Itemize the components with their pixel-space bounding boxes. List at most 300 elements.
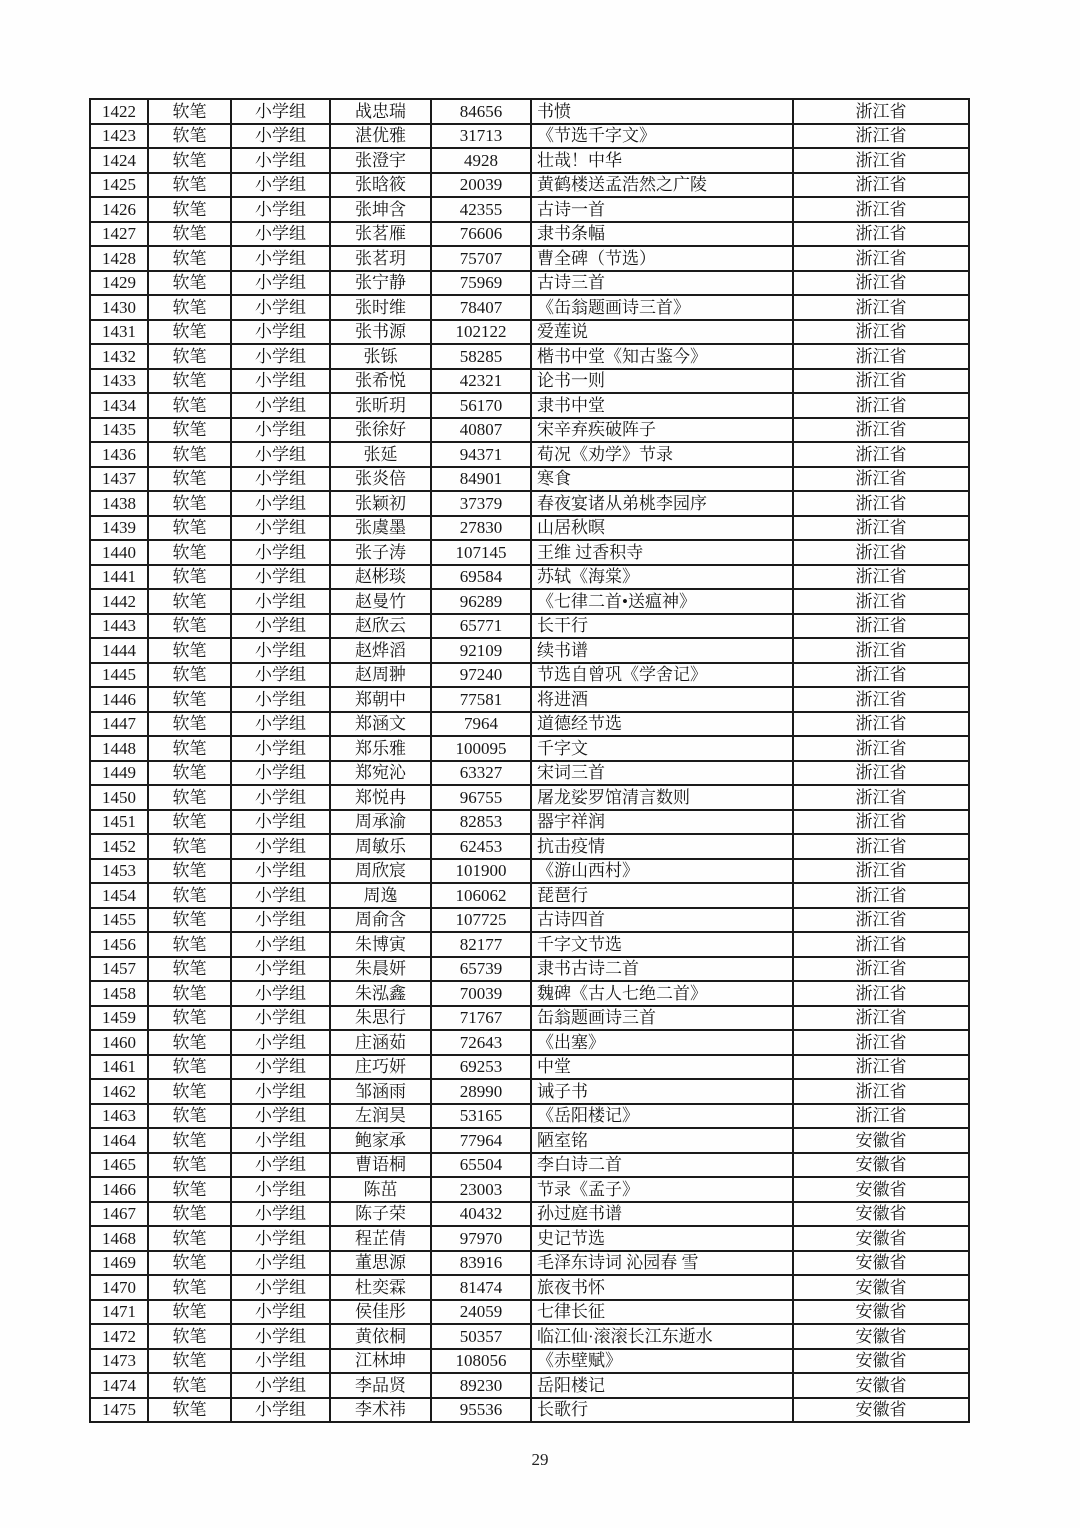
no-cell: 1443 xyxy=(90,614,148,639)
name-cell: 张宁静 xyxy=(330,271,431,296)
no-cell: 1440 xyxy=(90,540,148,565)
work-title-cell: 抗击疫情 xyxy=(531,834,793,859)
work-title-cell: 宋辛弃疾破阵子 xyxy=(531,418,793,443)
group-cell: 小学组 xyxy=(231,1153,330,1178)
table-row xyxy=(90,908,969,933)
province-cell: 浙江省 xyxy=(793,1006,969,1031)
work-title-cell: 节选自曾巩《学舍记》 xyxy=(531,663,793,688)
pen-type-cell: 软笔 xyxy=(148,491,231,516)
work-title-cell: 《出塞》 xyxy=(531,1030,793,1055)
pen-type-cell: 软笔 xyxy=(148,785,231,810)
group-cell: 小学组 xyxy=(231,1177,330,1202)
pen-type-cell: 软笔 xyxy=(148,246,231,271)
name-cell: 张昕玥 xyxy=(330,393,431,418)
no-cell: 1422 xyxy=(90,99,148,124)
table-row xyxy=(90,99,969,124)
work-title-cell: 李白诗二首 xyxy=(531,1153,793,1178)
pen-type-cell: 软笔 xyxy=(148,1324,231,1349)
entry-id-cell: 31713 xyxy=(431,124,531,149)
no-cell: 1469 xyxy=(90,1251,148,1276)
entry-id-cell: 94371 xyxy=(431,442,531,467)
entry-id-cell: 7964 xyxy=(431,712,531,737)
no-cell: 1458 xyxy=(90,981,148,1006)
pen-type-cell: 软笔 xyxy=(148,295,231,320)
entry-id-cell: 27830 xyxy=(431,516,531,541)
pen-type-cell: 软笔 xyxy=(148,393,231,418)
name-cell: 张徐好 xyxy=(330,418,431,443)
work-title-cell: 《岳阳楼记》 xyxy=(531,1104,793,1129)
entry-id-cell: 23003 xyxy=(431,1177,531,1202)
province-cell: 安徽省 xyxy=(793,1177,969,1202)
work-title-cell: 诫子书 xyxy=(531,1079,793,1104)
table-row xyxy=(90,1202,969,1227)
group-cell: 小学组 xyxy=(231,271,330,296)
entry-id-cell: 76606 xyxy=(431,222,531,247)
name-cell: 黄依桐 xyxy=(330,1324,431,1349)
no-cell: 1439 xyxy=(90,516,148,541)
entry-id-cell: 75707 xyxy=(431,246,531,271)
work-title-cell: 孙过庭书谱 xyxy=(531,1202,793,1227)
pen-type-cell: 软笔 xyxy=(148,589,231,614)
no-cell: 1448 xyxy=(90,736,148,761)
pen-type-cell: 软笔 xyxy=(148,1128,231,1153)
no-cell: 1441 xyxy=(90,565,148,590)
name-cell: 邹涵雨 xyxy=(330,1079,431,1104)
entry-id-cell: 82853 xyxy=(431,810,531,835)
table-row xyxy=(90,369,969,394)
results-table-body xyxy=(90,99,969,1422)
province-cell: 浙江省 xyxy=(793,246,969,271)
entry-id-cell: 50357 xyxy=(431,1324,531,1349)
work-title-cell: 续书谱 xyxy=(531,638,793,663)
name-cell: 张澄宇 xyxy=(330,148,431,173)
table-row xyxy=(90,491,969,516)
table-row xyxy=(90,1030,969,1055)
table-row xyxy=(90,932,969,957)
entry-id-cell: 102122 xyxy=(431,320,531,345)
pen-type-cell: 软笔 xyxy=(148,271,231,296)
pen-type-cell: 软笔 xyxy=(148,1226,231,1251)
group-cell: 小学组 xyxy=(231,565,330,590)
pen-type-cell: 软笔 xyxy=(148,712,231,737)
name-cell: 周欣宸 xyxy=(330,859,431,884)
no-cell: 1452 xyxy=(90,834,148,859)
name-cell: 朱泓鑫 xyxy=(330,981,431,1006)
entry-id-cell: 65504 xyxy=(431,1153,531,1178)
name-cell: 李术祎 xyxy=(330,1398,431,1423)
no-cell: 1463 xyxy=(90,1104,148,1129)
group-cell: 小学组 xyxy=(231,1349,330,1374)
name-cell: 左润昊 xyxy=(330,1104,431,1129)
table-row xyxy=(90,418,969,443)
table-row xyxy=(90,1349,969,1374)
table-row xyxy=(90,222,969,247)
province-cell: 安徽省 xyxy=(793,1398,969,1423)
pen-type-cell: 软笔 xyxy=(148,1398,231,1423)
province-cell: 浙江省 xyxy=(793,320,969,345)
work-title-cell: 魏碑《古人七绝二首》 xyxy=(531,981,793,1006)
pen-type-cell: 软笔 xyxy=(148,467,231,492)
entry-id-cell: 78407 xyxy=(431,295,531,320)
work-title-cell: 春夜宴诸从弟桃李园序 xyxy=(531,491,793,516)
province-cell: 浙江省 xyxy=(793,712,969,737)
table-row xyxy=(90,442,969,467)
work-title-cell: 王维 过香积寺 xyxy=(531,540,793,565)
entry-id-cell: 28990 xyxy=(431,1079,531,1104)
table-row xyxy=(90,1251,969,1276)
group-cell: 小学组 xyxy=(231,1251,330,1276)
work-title-cell: 缶翁题画诗三首 xyxy=(531,1006,793,1031)
province-cell: 浙江省 xyxy=(793,148,969,173)
group-cell: 小学组 xyxy=(231,540,330,565)
no-cell: 1471 xyxy=(90,1300,148,1325)
name-cell: 张书源 xyxy=(330,320,431,345)
no-cell: 1436 xyxy=(90,442,148,467)
group-cell: 小学组 xyxy=(231,467,330,492)
work-title-cell: 古诗一首 xyxy=(531,197,793,222)
name-cell: 张铄 xyxy=(330,344,431,369)
pen-type-cell: 软笔 xyxy=(148,99,231,124)
pen-type-cell: 软笔 xyxy=(148,1030,231,1055)
group-cell: 小学组 xyxy=(231,908,330,933)
entry-id-cell: 63327 xyxy=(431,761,531,786)
table-row xyxy=(90,981,969,1006)
province-cell: 浙江省 xyxy=(793,565,969,590)
pen-type-cell: 软笔 xyxy=(148,320,231,345)
entry-id-cell: 96289 xyxy=(431,589,531,614)
province-cell: 浙江省 xyxy=(793,295,969,320)
work-title-cell: 千字文 xyxy=(531,736,793,761)
pen-type-cell: 软笔 xyxy=(148,565,231,590)
group-cell: 小学组 xyxy=(231,1398,330,1423)
group-cell: 小学组 xyxy=(231,1030,330,1055)
province-cell: 浙江省 xyxy=(793,491,969,516)
table-row xyxy=(90,295,969,320)
no-cell: 1456 xyxy=(90,932,148,957)
table-row xyxy=(90,320,969,345)
province-cell: 浙江省 xyxy=(793,663,969,688)
pen-type-cell: 软笔 xyxy=(148,442,231,467)
no-cell: 1465 xyxy=(90,1153,148,1178)
province-cell: 浙江省 xyxy=(793,467,969,492)
name-cell: 郑悦冉 xyxy=(330,785,431,810)
work-title-cell: 七律长征 xyxy=(531,1300,793,1325)
work-title-cell: 爱莲说 xyxy=(531,320,793,345)
pen-type-cell: 软笔 xyxy=(148,638,231,663)
group-cell: 小学组 xyxy=(231,810,330,835)
name-cell: 郑朝中 xyxy=(330,687,431,712)
province-cell: 浙江省 xyxy=(793,124,969,149)
province-cell: 安徽省 xyxy=(793,1226,969,1251)
pen-type-cell: 软笔 xyxy=(148,957,231,982)
no-cell: 1425 xyxy=(90,173,148,198)
table-row xyxy=(90,785,969,810)
pen-type-cell: 软笔 xyxy=(148,516,231,541)
province-cell: 安徽省 xyxy=(793,1300,969,1325)
name-cell: 张颖初 xyxy=(330,491,431,516)
no-cell: 1438 xyxy=(90,491,148,516)
group-cell: 小学组 xyxy=(231,1055,330,1080)
entry-id-cell: 70039 xyxy=(431,981,531,1006)
table-row xyxy=(90,687,969,712)
no-cell: 1464 xyxy=(90,1128,148,1153)
group-cell: 小学组 xyxy=(231,124,330,149)
pen-type-cell: 软笔 xyxy=(148,908,231,933)
table-row xyxy=(90,246,969,271)
work-title-cell: 长歌行 xyxy=(531,1398,793,1423)
table-row xyxy=(90,1226,969,1251)
group-cell: 小学组 xyxy=(231,663,330,688)
entry-id-cell: 97240 xyxy=(431,663,531,688)
entry-id-cell: 101900 xyxy=(431,859,531,884)
group-cell: 小学组 xyxy=(231,393,330,418)
work-title-cell: 《游山西村》 xyxy=(531,859,793,884)
work-title-cell: 荀况《劝学》节录 xyxy=(531,442,793,467)
table-row xyxy=(90,1153,969,1178)
entry-id-cell: 95536 xyxy=(431,1398,531,1423)
no-cell: 1446 xyxy=(90,687,148,712)
no-cell: 1459 xyxy=(90,1006,148,1031)
no-cell: 1430 xyxy=(90,295,148,320)
province-cell: 浙江省 xyxy=(793,222,969,247)
pen-type-cell: 软笔 xyxy=(148,344,231,369)
name-cell: 张茗雁 xyxy=(330,222,431,247)
work-title-cell: 长干行 xyxy=(531,614,793,639)
table-row xyxy=(90,712,969,737)
pen-type-cell: 软笔 xyxy=(148,1104,231,1129)
no-cell: 1437 xyxy=(90,467,148,492)
province-cell: 安徽省 xyxy=(793,1349,969,1374)
no-cell: 1428 xyxy=(90,246,148,271)
work-title-cell: 千字文节选 xyxy=(531,932,793,957)
no-cell: 1453 xyxy=(90,859,148,884)
group-cell: 小学组 xyxy=(231,418,330,443)
pen-type-cell: 软笔 xyxy=(148,1079,231,1104)
pen-type-cell: 软笔 xyxy=(148,1275,231,1300)
group-cell: 小学组 xyxy=(231,687,330,712)
no-cell: 1444 xyxy=(90,638,148,663)
province-cell: 浙江省 xyxy=(793,173,969,198)
group-cell: 小学组 xyxy=(231,859,330,884)
group-cell: 小学组 xyxy=(231,638,330,663)
name-cell: 朱晨妍 xyxy=(330,957,431,982)
name-cell: 湛优雅 xyxy=(330,124,431,149)
group-cell: 小学组 xyxy=(231,1324,330,1349)
province-cell: 安徽省 xyxy=(793,1373,969,1398)
work-title-cell: 宋词三首 xyxy=(531,761,793,786)
table-row xyxy=(90,638,969,663)
work-title-cell: 隶书条幅 xyxy=(531,222,793,247)
name-cell: 张希悦 xyxy=(330,369,431,394)
pen-type-cell: 软笔 xyxy=(148,222,231,247)
table-row xyxy=(90,834,969,859)
entry-id-cell: 77581 xyxy=(431,687,531,712)
table-row xyxy=(90,883,969,908)
name-cell: 庄涵茹 xyxy=(330,1030,431,1055)
group-cell: 小学组 xyxy=(231,99,330,124)
work-title-cell: 古诗三首 xyxy=(531,271,793,296)
province-cell: 浙江省 xyxy=(793,834,969,859)
name-cell: 鲍家承 xyxy=(330,1128,431,1153)
work-title-cell: 中堂 xyxy=(531,1055,793,1080)
name-cell: 程芷倩 xyxy=(330,1226,431,1251)
name-cell: 张炎倍 xyxy=(330,467,431,492)
name-cell: 赵烨滔 xyxy=(330,638,431,663)
pen-type-cell: 软笔 xyxy=(148,173,231,198)
province-cell: 浙江省 xyxy=(793,344,969,369)
entry-id-cell: 89230 xyxy=(431,1373,531,1398)
no-cell: 1474 xyxy=(90,1373,148,1398)
entry-id-cell: 83916 xyxy=(431,1251,531,1276)
work-title-cell: 壮哉！中华 xyxy=(531,148,793,173)
table-row xyxy=(90,1398,969,1423)
group-cell: 小学组 xyxy=(231,344,330,369)
work-title-cell: 隶书古诗二首 xyxy=(531,957,793,982)
table-row xyxy=(90,516,969,541)
table-row xyxy=(90,1300,969,1325)
group-cell: 小学组 xyxy=(231,589,330,614)
name-cell: 赵彬琰 xyxy=(330,565,431,590)
name-cell: 张茗玥 xyxy=(330,246,431,271)
work-title-cell: 《赤壁赋》 xyxy=(531,1349,793,1374)
pen-type-cell: 软笔 xyxy=(148,1055,231,1080)
group-cell: 小学组 xyxy=(231,712,330,737)
pen-type-cell: 软笔 xyxy=(148,1153,231,1178)
no-cell: 1457 xyxy=(90,957,148,982)
no-cell: 1447 xyxy=(90,712,148,737)
group-cell: 小学组 xyxy=(231,1079,330,1104)
no-cell: 1460 xyxy=(90,1030,148,1055)
name-cell: 周敏乐 xyxy=(330,834,431,859)
no-cell: 1449 xyxy=(90,761,148,786)
table-row xyxy=(90,761,969,786)
name-cell: 董思源 xyxy=(330,1251,431,1276)
entry-id-cell: 65739 xyxy=(431,957,531,982)
entry-id-cell: 58285 xyxy=(431,344,531,369)
province-cell: 安徽省 xyxy=(793,1153,969,1178)
name-cell: 李品贤 xyxy=(330,1373,431,1398)
work-title-cell: 苏轼《海棠》 xyxy=(531,565,793,590)
no-cell: 1434 xyxy=(90,393,148,418)
entry-id-cell: 62453 xyxy=(431,834,531,859)
table-row xyxy=(90,810,969,835)
entry-id-cell: 56170 xyxy=(431,393,531,418)
table-row xyxy=(90,1373,969,1398)
entry-id-cell: 75969 xyxy=(431,271,531,296)
name-cell: 周逸 xyxy=(330,883,431,908)
table-row xyxy=(90,859,969,884)
no-cell: 1454 xyxy=(90,883,148,908)
group-cell: 小学组 xyxy=(231,1006,330,1031)
pen-type-cell: 软笔 xyxy=(148,981,231,1006)
group-cell: 小学组 xyxy=(231,614,330,639)
province-cell: 浙江省 xyxy=(793,1079,969,1104)
work-title-cell: 旅夜书怀 xyxy=(531,1275,793,1300)
table-row xyxy=(90,124,969,149)
entry-id-cell: 107725 xyxy=(431,908,531,933)
work-title-cell: 屠龙娑罗馆清言数则 xyxy=(531,785,793,810)
group-cell: 小学组 xyxy=(231,957,330,982)
province-cell: 安徽省 xyxy=(793,1275,969,1300)
table-row xyxy=(90,1055,969,1080)
no-cell: 1431 xyxy=(90,320,148,345)
table-row xyxy=(90,957,969,982)
name-cell: 庄巧妍 xyxy=(330,1055,431,1080)
province-cell: 浙江省 xyxy=(793,614,969,639)
pen-type-cell: 软笔 xyxy=(148,859,231,884)
pen-type-cell: 软笔 xyxy=(148,540,231,565)
pen-type-cell: 软笔 xyxy=(148,1177,231,1202)
entry-id-cell: 37379 xyxy=(431,491,531,516)
name-cell: 战忠瑞 xyxy=(330,99,431,124)
no-cell: 1435 xyxy=(90,418,148,443)
province-cell: 浙江省 xyxy=(793,418,969,443)
name-cell: 朱思行 xyxy=(330,1006,431,1031)
province-cell: 浙江省 xyxy=(793,859,969,884)
work-title-cell: 古诗四首 xyxy=(531,908,793,933)
entry-id-cell: 96755 xyxy=(431,785,531,810)
province-cell: 浙江省 xyxy=(793,932,969,957)
group-cell: 小学组 xyxy=(231,1373,330,1398)
table-row xyxy=(90,271,969,296)
group-cell: 小学组 xyxy=(231,246,330,271)
province-cell: 浙江省 xyxy=(793,369,969,394)
pen-type-cell: 软笔 xyxy=(148,736,231,761)
no-cell: 1442 xyxy=(90,589,148,614)
entry-id-cell: 20039 xyxy=(431,173,531,198)
entry-id-cell: 84656 xyxy=(431,99,531,124)
name-cell: 张虞墨 xyxy=(330,516,431,541)
table-row xyxy=(90,565,969,590)
no-cell: 1429 xyxy=(90,271,148,296)
name-cell: 赵曼竹 xyxy=(330,589,431,614)
no-cell: 1432 xyxy=(90,344,148,369)
work-title-cell: 论书一则 xyxy=(531,369,793,394)
group-cell: 小学组 xyxy=(231,932,330,957)
work-title-cell: 史记节选 xyxy=(531,1226,793,1251)
work-title-cell: 临江仙·滚滚长江东逝水 xyxy=(531,1324,793,1349)
table-row xyxy=(90,1006,969,1031)
work-title-cell: 道德经节选 xyxy=(531,712,793,737)
name-cell: 周承渝 xyxy=(330,810,431,835)
no-cell: 1445 xyxy=(90,663,148,688)
no-cell: 1472 xyxy=(90,1324,148,1349)
province-cell: 浙江省 xyxy=(793,761,969,786)
entry-id-cell: 40807 xyxy=(431,418,531,443)
no-cell: 1427 xyxy=(90,222,148,247)
name-cell: 张延 xyxy=(330,442,431,467)
entry-id-cell: 77964 xyxy=(431,1128,531,1153)
entry-id-cell: 40432 xyxy=(431,1202,531,1227)
province-cell: 安徽省 xyxy=(793,1128,969,1153)
name-cell: 陈子荣 xyxy=(330,1202,431,1227)
province-cell: 浙江省 xyxy=(793,540,969,565)
no-cell: 1433 xyxy=(90,369,148,394)
name-cell: 江林坤 xyxy=(330,1349,431,1374)
province-cell: 浙江省 xyxy=(793,981,969,1006)
table-row xyxy=(90,393,969,418)
entry-id-cell: 107145 xyxy=(431,540,531,565)
work-title-cell: 琵琶行 xyxy=(531,883,793,908)
work-title-cell: 山居秋暝 xyxy=(531,516,793,541)
province-cell: 浙江省 xyxy=(793,99,969,124)
table-row xyxy=(90,173,969,198)
no-cell: 1462 xyxy=(90,1079,148,1104)
province-cell: 浙江省 xyxy=(793,883,969,908)
pen-type-cell: 软笔 xyxy=(148,1300,231,1325)
table-row xyxy=(90,148,969,173)
table-row xyxy=(90,344,969,369)
